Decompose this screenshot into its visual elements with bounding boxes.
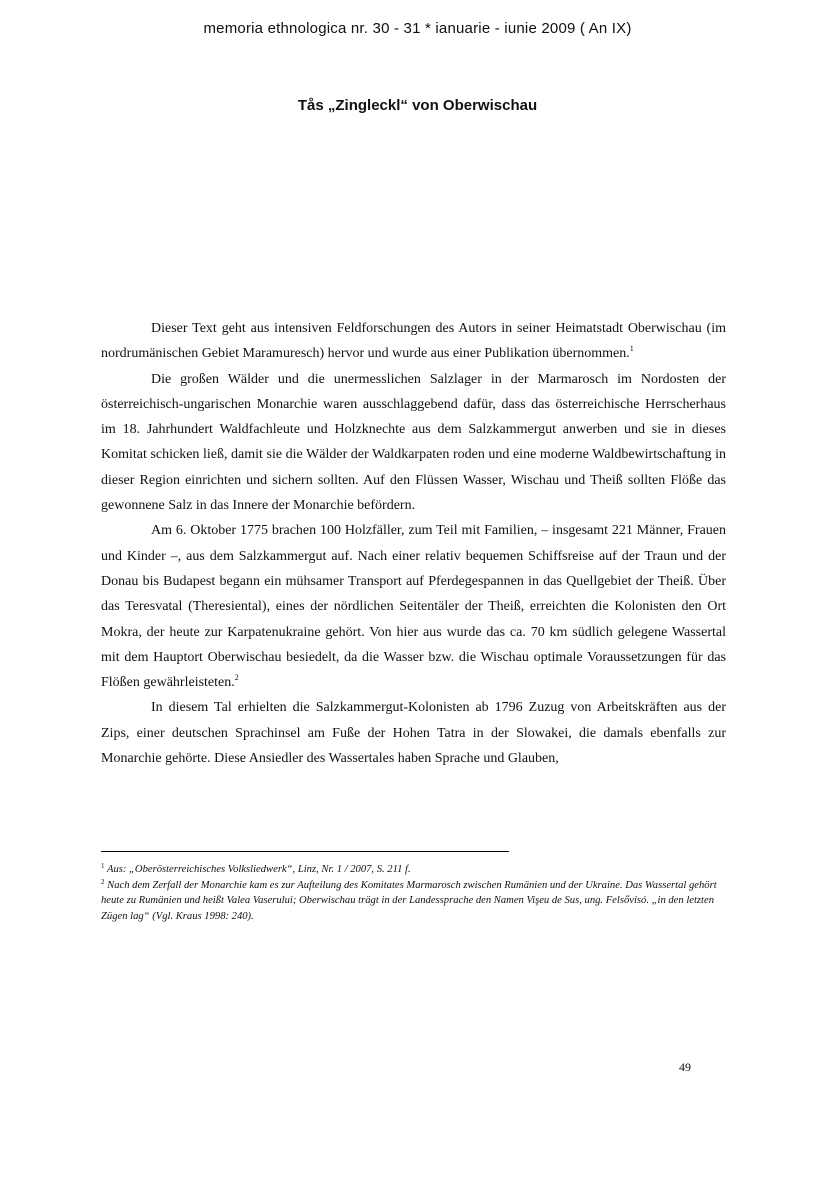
footnote: $^2$ Nach dem Zerfall der Monarchie kam es zur Aufteilung des Komitates Marmarosch zwischen Rumänien und der Ukraine. Das Wassertal gehört heute zu Rumänien und heißt Valea Vaserului; Oberwischau trägt in der Landessprache den Namen Vişeu de Sus, ung. Felsővisó. „in den letzten Zügen lag“ (Vgl. Kraus 1998: 240). <box>101 877 717 922</box>
footnote-divider <box>101 851 509 852</box>
article-body <box>101 316 726 771</box>
footnote-ref: 2 <box>234 673 239 683</box>
paragraph: In diesem Tal erhielten die Salzkammergut-Kolonisten ab 1796 Zuzug von Arbeitskräften aus der Zips, einer deutschen Sprachinsel am Fuße der Hohen Tatra in der Slowakei, die damals ebenfalls zur Monarchie gehörte. Diese Ansiedler des Wassertales haben Sprache und Glauben, <box>101 700 726 767</box>
journal-header: memoria ethnologica nr. 30 - 31 * ianuarie - iunie 2009 ( An IX) <box>203 20 632 37</box>
page-number: 49 <box>679 1060 691 1074</box>
paragraph: Am 6. Oktober 1775 brachen 100 Holzfäller, zum Teil mit Familien, – insgesamt 221 Männer, Frauen und Kinder –, aus dem Salzkammergut auf. Nach einer relativ bequemen Schiffsreise auf der Traun und der Donau bis Budapest begann ein mühsamer Transport auf Pferdegespannen in das Quellgebiet der Theiß. Über das Teresvatal (Theresiental), eines der nördlichen Seitentäler der Theiß, erreichten die Kolonisten den Ort Mokra, der heute zur Karpatenukraine gehört. Von hier aus wurde das ca. 70 km südlich gelegene Wassertal mit dem Hauptort Oberwischau besiedelt, da die Wasser bzw. die Wischau optimale Voraussetzungen für das Flößen gewährleisteten.$^2$ <box>101 523 726 691</box>
article-title: Tås „Zingleckl“ von Oberwischau <box>297 97 538 114</box>
paragraph: Dieser Text geht aus intensiven Feldforschungen des Autors in seiner Heimatstadt Oberwischau (im nordrumänischen Gebiet Maramuresch) hervor und wurde aus einer Publikation übernommen.$^1$ <box>101 321 726 362</box>
footnotes <box>101 862 726 924</box>
footnote: $^1$ Aus: „Oberösterreichisches Volksliedwerk“, Linz, Nr. 1 / 2007, S. 211 f. <box>101 862 411 875</box>
footnote-ref: 1 <box>629 344 634 354</box>
paragraph: Die großen Wälder und die unermesslichen Salzlager in der Marmarosch im Nordosten der österreichisch-ungarischen Monarchie waren ausschlaggebend dafür, dass das österreichische Herrscherhaus im 18. Jahrhundert Waldfachleute und Holzknechte aus dem Salzkammergut anwerben und sie in dieses Komitat schicken ließ, damit sie die Wälder der Waldkarpaten roden und eine moderne Waldbewirtschaftung in dieser Region einrichten und sichern sollten. Auf den Flüssen Wasser, Wischau und Theiß sollten Flöße das gewonnene Salz in das Innere der Monarchie befördern. <box>101 371 726 514</box>
